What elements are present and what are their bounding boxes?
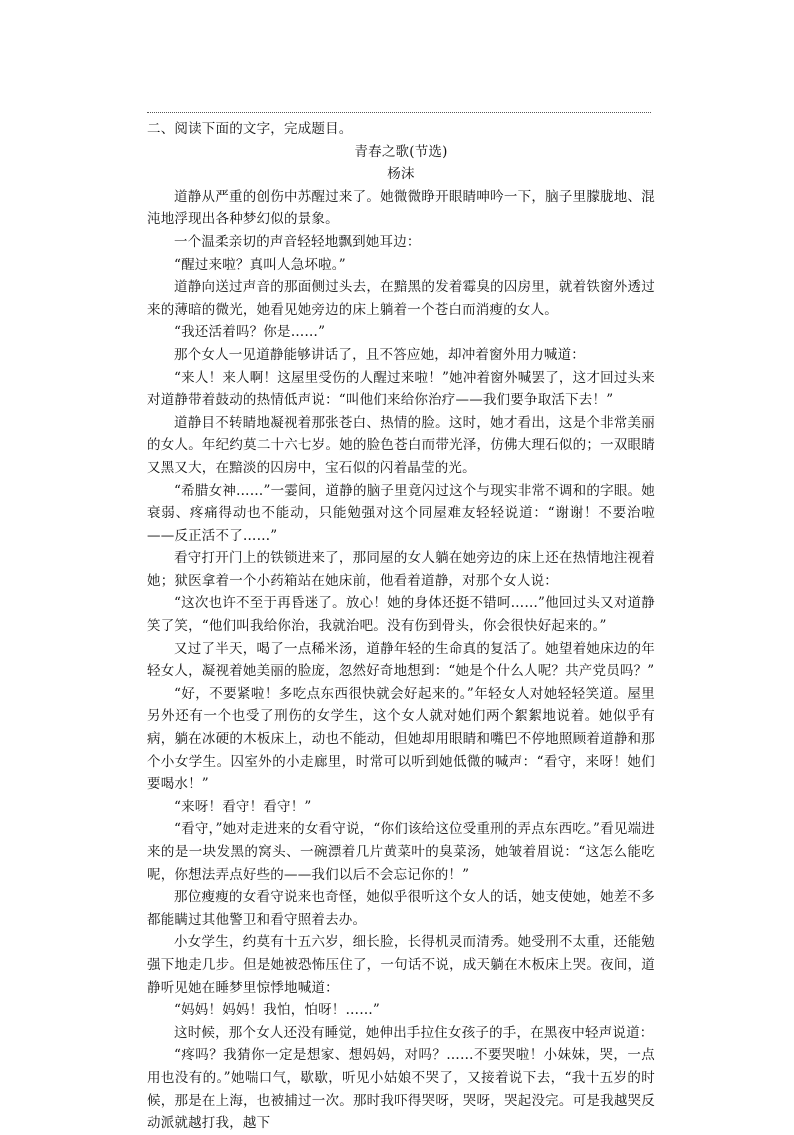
paragraph: “看守，”她对走进来的女看守说，“你们该给这位受重刑的弄点东西吃。”看见端进来的是一块发黑的窝头、一碗漂着几片黄菜叶的臭菜汤，她皱着眉说：“这怎么能吃呢，你想法弄点好些的——我们以后不会忘记你的！” xyxy=(147,821,655,883)
paragraph: “醒过来啦？真叫人急坏啦。” xyxy=(174,256,346,273)
article-title: 青春之歌(节选) xyxy=(354,143,448,160)
dotted-separator xyxy=(147,112,651,113)
section-heading: 二、阅读下面的文字，完成题目。 xyxy=(147,121,353,137)
document-body xyxy=(147,118,655,1135)
paragraph: 看守打开门上的铁锁进来了，那同屋的女人躺在她旁边的床上还在热情地注视着她；狱医拿着一个小药箱站在她床前，他看着道静，对那个女人说： xyxy=(147,550,655,589)
paragraph: “来人！来人啊！这屋里受伤的人醒过来啦！”她冲着窗外喊罢了，这才回过头来对道静带着鼓动的热情低声说：“叫他们来给你治疗——我们要争取活下去！” xyxy=(147,369,655,409)
paragraph: 道静从严重的创伤中苏醒过来了。她微微睁开眼睛呻吟一下，脑子里朦胧地、混沌地浮现出各种梦幻似的景象。 xyxy=(147,188,655,228)
paragraph: “这次也许不至于再昏迷了。放心！她的身体还挺不错呵……”他回过头又对道静笑了笑，“他们叫我给你治，我就治吧。没有伤到骨头，你会很快好起来的。” xyxy=(147,595,655,635)
paragraph: “好，不要紧啦！多吃点东西很快就会好起来的。”年轻女人对她轻轻笑道。屋里另外还有一个也受了刑伤的女学生，这个女人就对她们两个絮絮地说着。她似乎有病，躺在冰硬的木板床上，动也不能动，但她却用眼睛和嘴巴不停地照顾着道静和那个小女学生。囚室外的小走廊里，时常可以听到她低微的喊声：“看守，来呀！她们要喝水！” xyxy=(147,685,655,793)
paragraph: “希腊女神……”一霎间，道静的脑子里竟闪过这个与现实非常不调和的字眼。她衰弱、疼痛得动也不能动，只能勉强对这个同屋难友轻轻说道：“谢谢！不要治啦——反正活不了……” xyxy=(147,482,655,544)
paragraph: “来呀！看守！看守！” xyxy=(174,798,312,815)
paragraph: 又过了半天，喝了一点稀米汤，道静年轻的生命真的复活了。她望着她床边的年轻女人，凝视着她美丽的脸庞，忽然好奇地想到：“她是个什么人呢？共产党员吗？” xyxy=(147,640,655,680)
paragraph: 这时候，那个女人还没有睡觉，她伸出手拉住女孩子的手，在黑夜中轻声说道： xyxy=(174,1024,654,1041)
paragraph: “我还活着吗？你是……” xyxy=(174,324,326,341)
paragraph: “妈妈！妈妈！我怕，怕呀！……” xyxy=(174,1002,381,1019)
paragraph: 那个女人一见道静能够讲话了，且不答应她，却冲着窗外用力喊道： xyxy=(174,346,585,363)
paragraph: 一个温柔亲切的声音轻轻地飘到她耳边： xyxy=(174,233,421,250)
paragraph: 小女学生，约莫有十五六岁，细长脸，长得机灵而清秀。她受刑不太重，还能勉强下地走几步。但是她被恐怖压住了，一句话不说，成天躺在木板床上哭。夜间，道静听见她在睡梦里惊悸地喊道： xyxy=(147,934,655,996)
article-author: 杨沫 xyxy=(387,166,415,183)
paragraph: 道静向送过声音的那面侧过头去，在黯黑的发着霉臭的囚房里，就着铁窗外透过来的薄暗的微光，她看见她旁边的床上躺着一个苍白而消瘦的女人。 xyxy=(147,279,655,318)
paragraph: 那位瘦瘦的女看守说来也奇怪，她似乎很听这个女人的话，她支使她，她差不多都能瞒过其他警卫和看守照着去办。 xyxy=(147,889,655,928)
paragraph: “疼吗？我猜你一定是想家、想妈妈，对吗？……不要哭啦！小妹妹，哭，一点用也没有的。”她喘口气，歇歇，听见小姑娘不哭了，又接着说下去，“我十五岁的时候，那是在上海，也被捕过一次。那时我吓得哭呀，哭呀，哭起没完。可是我越哭反动派就越打我，越下 xyxy=(147,1047,655,1132)
paragraph: 道静目不转睛地凝视着那张苍白、热情的脸。这时，她才看出，这是个非常美丽的女人。年纪约莫二十六七岁。她的脸色苍白而带光泽，仿佛大理石似的；一双眼睛又黑又大，在黯淡的囚房中，宝石似的闪着晶莹的光。 xyxy=(147,414,655,476)
